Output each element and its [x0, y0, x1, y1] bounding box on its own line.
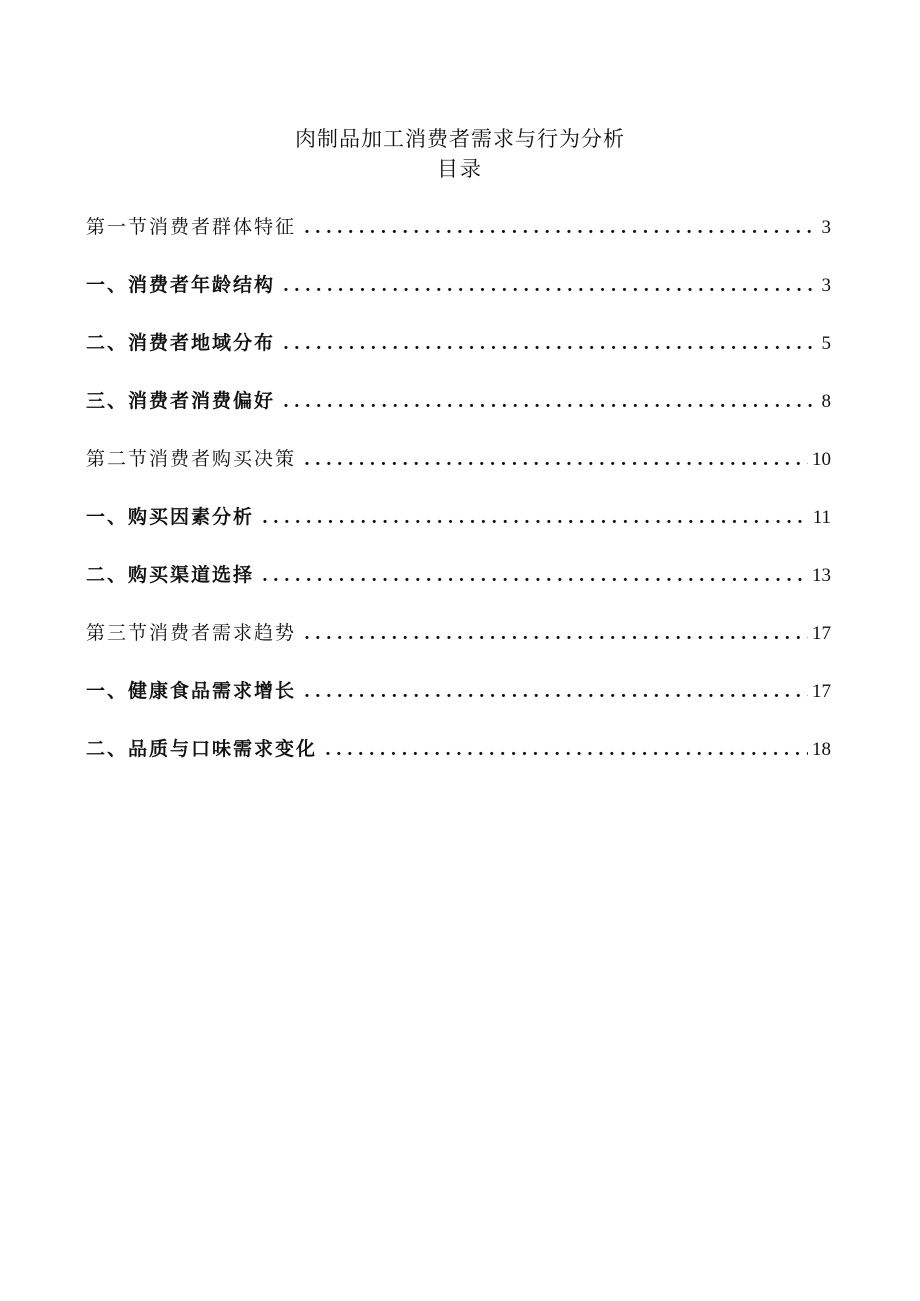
toc-entry-label: 第二节消费者购买决策 — [86, 448, 297, 470]
toc-entry-section-3[interactable] — [86, 618, 831, 676]
toc-entry-page: 18 — [812, 739, 831, 760]
toc-entry-label: 二、消费者地域分布 — [86, 332, 276, 354]
toc-leader-dots — [304, 677, 808, 707]
toc-leader-dots — [262, 503, 809, 533]
toc-entry-label: 三、消费者消费偏好 — [86, 390, 276, 412]
toc-leader-dots — [304, 445, 808, 475]
toc-entry-2-1[interactable] — [86, 502, 831, 560]
document-title: 肉制品加工消费者需求与行为分析 — [295, 127, 625, 151]
toc-entry-page: 13 — [812, 565, 831, 586]
toc-entry-label: 二、购买渠道选择 — [86, 564, 255, 586]
toc-entry-1-2[interactable] — [86, 328, 831, 386]
toc-entry-label: 二、品质与口味需求变化 — [86, 738, 318, 760]
toc-entry-1-3[interactable] — [86, 386, 831, 444]
toc-entry-label: 第三节消费者需求趋势 — [86, 622, 297, 644]
toc-leader-dots — [283, 271, 817, 301]
toc-entry-section-1[interactable] — [86, 212, 831, 270]
toc-leader-dots — [262, 561, 808, 591]
toc-entry-page: 8 — [821, 391, 831, 412]
table-of-contents — [86, 212, 831, 792]
toc-entry-2-2[interactable] — [86, 560, 831, 618]
toc-entry-page: 17 — [812, 623, 831, 644]
toc-entry-3-2[interactable] — [86, 734, 831, 792]
toc-leader-dots — [283, 329, 817, 359]
toc-leader-dots — [304, 213, 817, 243]
toc-entry-label: 一、消费者年龄结构 — [86, 274, 276, 296]
toc-entry-1-1[interactable] — [86, 270, 831, 328]
toc-entry-label: 一、购买因素分析 — [86, 506, 255, 528]
toc-leader-dots — [283, 387, 817, 417]
toc-leader-dots — [304, 619, 808, 649]
toc-heading: 目录 — [437, 157, 483, 181]
toc-entry-3-1[interactable] — [86, 676, 831, 734]
toc-entry-page: 3 — [821, 217, 831, 238]
toc-entry-page: 5 — [821, 333, 831, 354]
toc-entry-label: 第一节消费者群体特征 — [86, 216, 297, 238]
toc-entry-page: 10 — [812, 449, 831, 470]
toc-entry-section-2[interactable] — [86, 444, 831, 502]
toc-entry-page: 17 — [812, 681, 831, 702]
toc-entry-label: 一、健康食品需求增长 — [86, 680, 297, 702]
toc-leader-dots — [325, 735, 808, 765]
toc-entry-page: 11 — [812, 507, 831, 528]
toc-entry-page: 3 — [821, 275, 831, 296]
